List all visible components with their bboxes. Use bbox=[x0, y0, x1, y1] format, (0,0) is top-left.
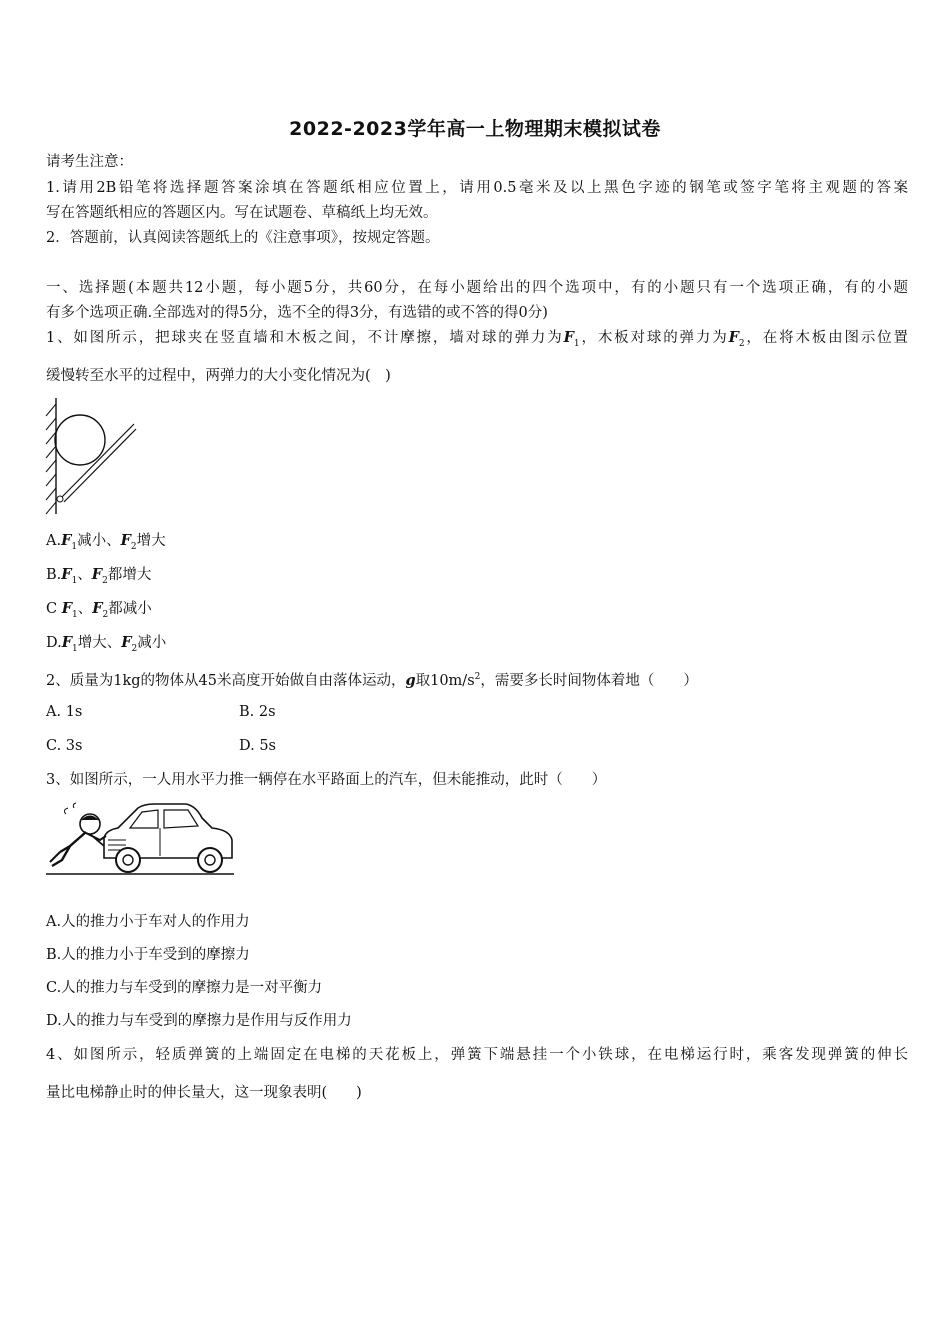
section-intro-line-2: 有多个选项正确.全部选对的得5分，选不全的得3分，有选错的或不答的得0分) bbox=[46, 305, 548, 321]
question-1-option-d: $D.F_1$增大、$F_2$减小 bbox=[46, 634, 167, 654]
question-2-option-d: D. 5s bbox=[239, 738, 276, 754]
notice-item-1-line-2: 写在答题纸相应的答题区内。写在试题卷、草稿纸上均无效。 bbox=[46, 205, 438, 221]
notice-item-1-line-1: 1.请用2B铅笔将选择题答案涂填在答题纸相应位置上，请用0.5毫米及以上黑色字迹的钢笔或签字笔将主观题的答案 bbox=[46, 180, 908, 196]
question-1-option-b: $B.F_1$、$F_2$都增大 bbox=[46, 566, 152, 586]
person-pushing-car-figure bbox=[46, 800, 236, 880]
section-intro-line-1: 一、选择题(本题共12小题，每小题5分，共60分，在每小题给出的四个选项中，有的小题只有一个选项正确，有的小题 bbox=[46, 280, 908, 296]
notice-item-2: 2．答题前，认真阅读答题纸上的《注意事项》，按规定答题。 bbox=[46, 230, 440, 246]
question-1-option-c: C $F_1$、$F_2$都减小 bbox=[46, 600, 152, 620]
question-4-line-1: 4、如图所示，轻质弹簧的上端固定在电梯的天花板上，弹簧下端悬挂一个小铁球，在电梯运行时，乘客发现弹簧的伸长 bbox=[46, 1047, 908, 1063]
question-3-option-a: A.人的推力小于车对人的作用力 bbox=[46, 914, 250, 930]
question-3-option-c: C.人的推力与车受到的摩擦力是一对平衡力 bbox=[46, 980, 323, 996]
question-3-option-b: B.人的推力小于车受到的摩擦力 bbox=[46, 947, 250, 963]
question-3-text: 3、如图所示，一人用水平力推一辆停在水平路面上的汽车，但未能推动，此时（ ） bbox=[46, 772, 607, 788]
question-2-option-b: B. 2s bbox=[239, 704, 276, 720]
page-title: 2022-2023学年高一上物理期末模拟试卷 bbox=[289, 118, 661, 140]
question-1-option-a: $A.F_1$减小、$F_2$增大 bbox=[46, 532, 166, 552]
question-3-option-d: D.人的推力与车受到的摩擦力是作用与反作用力 bbox=[46, 1013, 352, 1029]
question-4-line-2: 量比电梯静止时的伸长量大，这一现象表明( ) bbox=[46, 1085, 362, 1101]
notice-heading: 请考生注意： bbox=[46, 154, 133, 170]
question-2-option-a: A. 1s bbox=[46, 704, 83, 720]
question-1-line-2: 缓慢转至水平的过程中，两弹力的大小变化情况为( ) bbox=[46, 368, 391, 384]
question-1-line-1: 1、如图所示，把球夹在竖直墙和木板之间，不计摩擦，墙对球的弹力为$F_1$，木板对球的弹力为$F_2$，在将木板由图示位置 bbox=[46, 329, 908, 349]
question-2-option-c: C. 3s bbox=[46, 738, 83, 754]
question-2-text: 2、质量为1kg的物体从45米高度开始做自由落体运动，g取$10m/s^2$，需要多长时间物体着地（ ） bbox=[46, 671, 698, 689]
wall-ball-board-figure bbox=[42, 396, 138, 516]
